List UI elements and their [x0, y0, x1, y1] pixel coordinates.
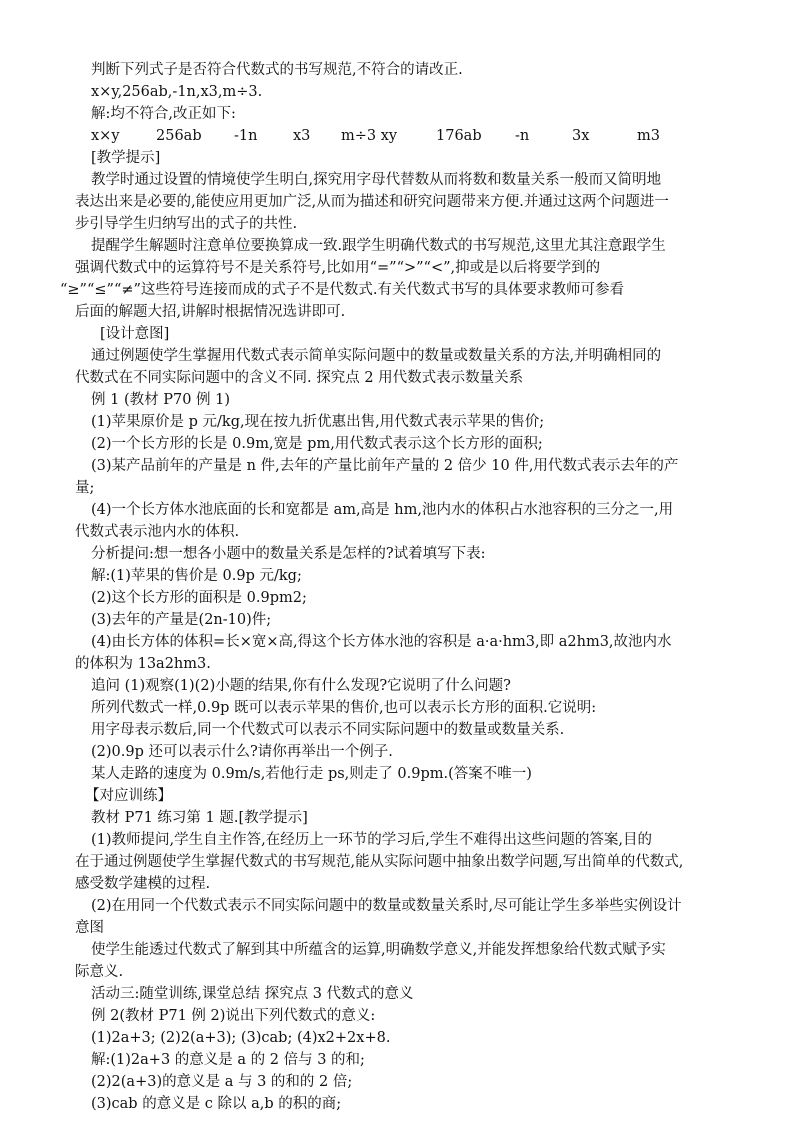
- text-line: 用字母表示数后,同一个代数式可以表示不同实际问题中的数量或数量关系.: [91, 722, 565, 738]
- text-line: (1)教师提问,学生自主作答,在经历上一环节的学习后,学生不难得出这些问题的答案,目的: [91, 832, 652, 848]
- text-line: x×y,256ab,-1n,x3,m÷3.: [91, 84, 263, 100]
- text-line: (2)0.9p 还可以表示什么?请你再举出一个例子.: [91, 744, 393, 760]
- text-line: (1)2a+3; (2)2(a+3); (3)cab; (4)x2+2x+8.: [91, 1030, 391, 1046]
- text-line: (4)由长方体的体积=长×宽×高,得这个长方体水池的容积是 a·a·hm3,即 a2hm3,故池内水: [91, 634, 672, 650]
- example-heading: 例 1 (教材 P70 例 1): [91, 392, 231, 408]
- text-line: 表达出来是必要的,能使应用更加广泛,从而为描述和研究问题带来方便.并通过这两个问题进一: [75, 194, 669, 210]
- answer-item: -1n: [234, 128, 258, 144]
- section-label: 【对应训练】: [85, 788, 172, 804]
- text-line: 追问 (1)观察(1)(2)小题的结果,你有什么发现?它说明了什么问题?: [91, 678, 511, 694]
- text-line: (2)2(a+3)的意义是 a 与 3 的和的 2 倍;: [91, 1074, 353, 1090]
- text-line: 解:(1)苹果的售价是 0.9p 元/kg;: [91, 568, 302, 584]
- example-heading: 例 2(教材 P71 例 2)说出下列代数式的意义:: [91, 1008, 376, 1024]
- text-line: (3)某产品前年的产量是 n 件,去年的产量比前年产量的 2 倍少 10 件,用代数式表示去年的产: [91, 458, 679, 474]
- text-line: 所列代数式一样,0.9p 既可以表示苹果的售价,也可以表示长方形的面积.它说明:: [91, 700, 597, 716]
- text-line: 活动三:随堂训练,课堂总结 探究点 3 代数式的意义: [91, 986, 414, 1002]
- text-line: 解:(1)2a+3 的意义是 a 的 2 倍与 3 的和;: [91, 1052, 365, 1068]
- answer-item: 256ab: [156, 128, 202, 144]
- text-line: 通过例题使学生掌握用代数式表示简单实际问题中的数量或数量关系的方法,并明确相同的: [91, 348, 662, 364]
- text-line: 判断下列式子是否符合代数式的书写规范,不符合的请改正.: [91, 62, 463, 78]
- text-line: 际意义.: [75, 964, 124, 980]
- text-line: 教学时通过设置的情境使学生明白,探究用字母代替数从而将数和数量关系一般而又简明地: [91, 172, 662, 188]
- text-line: 教材 P71 练习第 1 题.[教学提示]: [91, 810, 308, 826]
- text-line: 感受数学建模的过程.: [75, 876, 211, 892]
- text-line: 量;: [75, 480, 95, 496]
- answer-item: m3: [637, 128, 660, 144]
- text-line: 解:均不符合,改正如下:: [91, 106, 236, 122]
- answer-item: m÷3 xy: [341, 128, 398, 144]
- text-line: 代数式在不同实际问题中的含义不同. 探究点 2 用代数式表示数量关系: [75, 370, 524, 386]
- answer-item: 3x: [572, 128, 590, 144]
- text-line: 意图: [75, 920, 104, 936]
- section-label: [设计意图]: [100, 326, 170, 342]
- text-line: 使学生能透过代数式了解到其中所蕴含的运算,明确数学意义,并能发挥想象给代数式赋予实: [91, 942, 666, 958]
- answer-item: -n: [515, 128, 530, 144]
- text-line: (3)cab 的意义是 c 除以 a,b 的积的商;: [91, 1096, 342, 1112]
- text-line: (2)一个长方形的长是 0.9m,宽是 pm,用代数式表示这个长方形的面积;: [91, 436, 543, 452]
- text-line: 在于通过例题使学生掌握代数式的书写规范,能从实际问题中抽象出数学问题,写出简单的代数式,: [75, 854, 684, 870]
- text-line: 提醒学生解题时注意单位要换算成一致.跟学生明确代数式的书写规范,这里尤其注意跟学生: [91, 238, 666, 254]
- text-line: 后面的解题大招,讲解时根据情况选讲即可.: [75, 304, 346, 320]
- text-line: 分析提问:想一想各小题中的数量关系是怎样的?试着填写下表:: [91, 546, 486, 562]
- text-line: “≥”“≤”“≠”这些符号连接而成的式子不是代数式.有关代数式书写的具体要求教师可参看: [60, 282, 625, 298]
- answer-item: 176ab: [436, 128, 482, 144]
- text-line: 某人走路的速度为 0.9m/s,若他行走 ps,则走了 0.9pm.(答案不唯一): [91, 766, 532, 782]
- text-line: 步引导学生归纳写出的式子的共性.: [75, 216, 298, 232]
- section-label: [教学提示]: [91, 150, 161, 166]
- text-line: (2)这个长方形的面积是 0.9pm2;: [91, 590, 307, 606]
- answer-item: x3: [293, 128, 311, 144]
- text-line: 强调代数式中的运算符号不是关系符号,比如用“=”“>”“<”,抑或是以后将要学到的: [75, 260, 601, 276]
- text-line: 代数式表示池内水的体积.: [75, 524, 240, 540]
- text-line: (1)苹果原价是 p 元/kg,现在按九折优惠出售,用代数式表示苹果的售价;: [91, 414, 545, 430]
- answer-item: x×y: [91, 128, 120, 144]
- text-line: (4)一个长方体水池底面的长和宽都是 am,高是 hm,池内水的体积占水池容积的三分之一,用: [91, 502, 674, 518]
- text-line: 的体积为 13a2hm3.: [75, 656, 211, 672]
- text-line: (2)在用同一个代数式表示不同实际问题中的数量或数量关系时,尽可能让学生多举些实例设计: [91, 898, 682, 914]
- text-line: (3)去年的产量是(2n-10)件;: [91, 612, 272, 628]
